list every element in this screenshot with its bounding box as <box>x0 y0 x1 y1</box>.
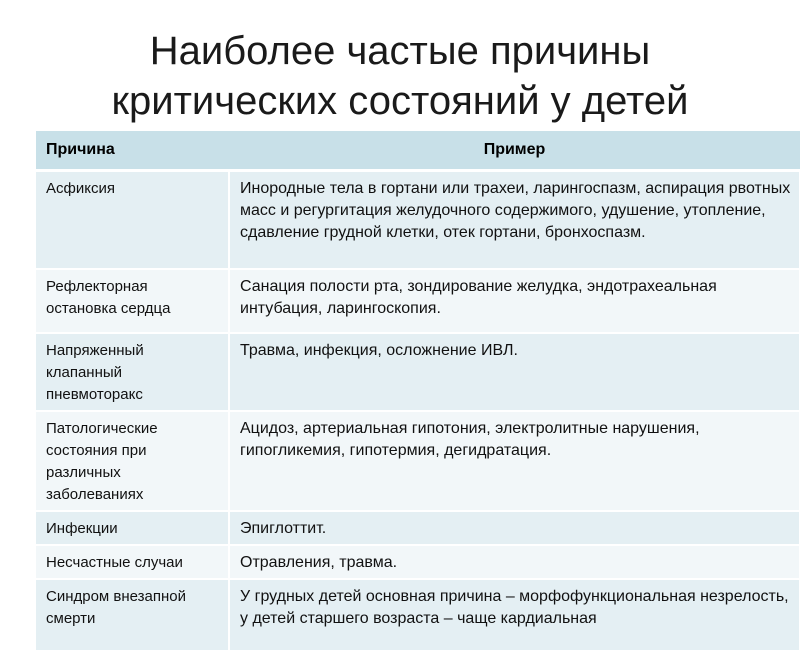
cause-cell: Инфекции <box>36 511 229 545</box>
example-cell: Эпиглоттит. <box>229 511 800 545</box>
table-row <box>36 171 800 270</box>
table-row <box>36 333 800 411</box>
example-cell: Инородные тела в гортани или трахеи, ларингоспазм, аспирация рвотных масс и регургитация желудочного содержимого, удушение, утопление, сдавление грудной клетки, отек гортани, бронхоспазм. <box>229 171 800 270</box>
slide-title-line-2: критических состояний у детей <box>111 79 689 123</box>
table-row <box>36 411 800 511</box>
example-cell: Ацидоз, артериальная гипотония, электролитные нарушения, гипогликемия, гипотермия, дегидратация. <box>229 411 800 511</box>
table-row <box>36 579 800 651</box>
cause-cell: Рефлекторная остановка сердца <box>36 269 229 333</box>
column-header-example: Пример <box>229 131 800 171</box>
example-cell: У грудных детей основная причина – морфофункциональная незрелость, у детей старшего возраста – чаще кардиальная <box>229 579 800 651</box>
example-cell: Санация полости рта, зондирование желудка, эндотрахеальная интубация, ларингоскопия. <box>229 269 800 333</box>
example-cell: Травма, инфекция, осложнение ИВЛ. <box>229 333 800 411</box>
cause-cell: Несчастные случаи <box>36 545 229 579</box>
cause-cell: Асфиксия <box>36 171 229 270</box>
slide-title-line-1: Наиболее частые причины <box>149 29 651 73</box>
cause-cell: Патологические состояния при различных заболеваниях <box>36 411 229 511</box>
cause-cell: Напряженный клапанный пневмоторакс <box>36 333 229 411</box>
table-row <box>36 511 800 545</box>
cause-cell: Синдром внезапной смерти <box>36 579 229 651</box>
example-cell: Отравления, травма. <box>229 545 800 579</box>
column-header-cause: Причина <box>36 131 229 171</box>
table-row <box>36 269 800 333</box>
causes-table <box>36 131 800 652</box>
table-header-row <box>36 131 800 171</box>
table-row <box>36 545 800 579</box>
slide-title <box>0 26 800 126</box>
